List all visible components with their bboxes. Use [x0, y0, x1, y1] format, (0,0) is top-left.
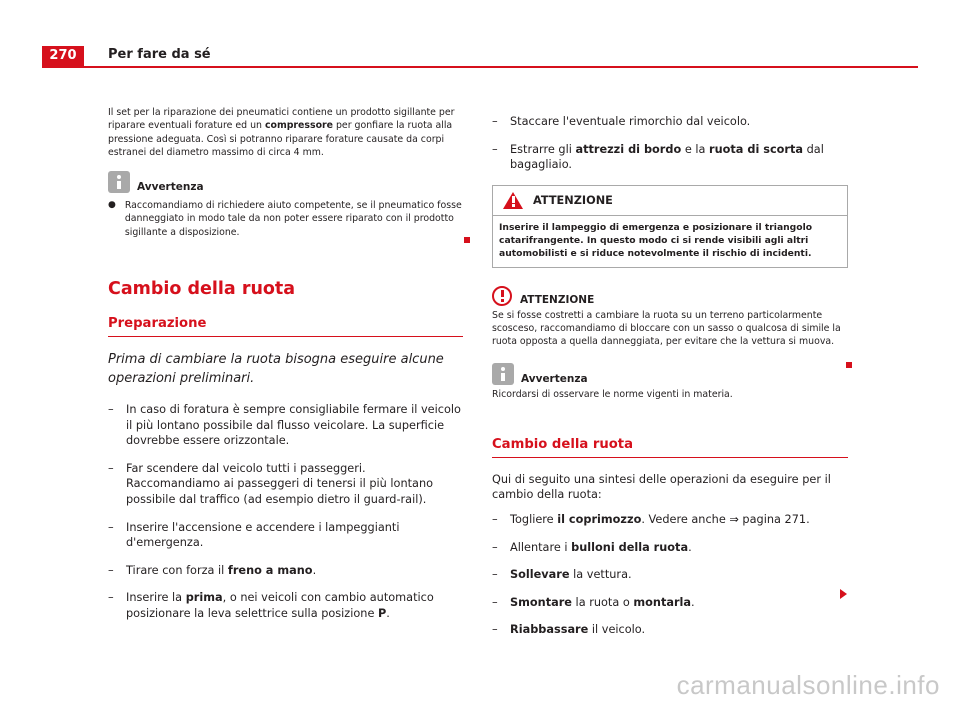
dash-bullet: –: [492, 595, 498, 609]
end-of-section-mark-right: [846, 362, 852, 368]
list-item-text: Estrarre gli attrezzi di bordo e la ruota di scorta dal bagagliaio.: [510, 142, 824, 172]
right-column: [492, 114, 848, 650]
summary-steps: [492, 512, 848, 638]
dash-bullet: –: [108, 563, 114, 577]
dash-bullet: –: [108, 403, 114, 417]
info-icon: [108, 171, 130, 193]
note-title-right: Avvertenza: [521, 372, 588, 385]
list-item: [492, 114, 848, 130]
page-number: 270: [42, 46, 84, 66]
list-item-text: Sollevare la vettura.: [510, 568, 632, 582]
intro-paragraph: Il set per la riparazione dei pneumatici contiene un prodotto sigillante per riparare eventuali forature ed un compressore per gonfiare la ruota alla pressione adeguata. Così si potranno riparare forature causate da corpi estranei del diametro massimo di circa 4 mm.: [108, 107, 455, 158]
list-item: [492, 567, 848, 583]
warning-box-header: [493, 186, 847, 216]
bullet-icon: ●: [108, 200, 116, 211]
list-item: [492, 142, 848, 173]
list-item: [492, 512, 848, 528]
warning-box: [492, 185, 848, 268]
list-item-text: Allentare i bulloni della ruota.: [510, 540, 692, 554]
note-header-right: [492, 363, 848, 385]
note-header: [108, 171, 463, 193]
list-item-text: Inserire la prima, o nei veicoli con cambio automatico posizionare la leva selettrice sulla posizione P.: [126, 591, 434, 621]
note-item: [108, 199, 463, 239]
list-item: [492, 622, 848, 638]
list-item-text: Smontare la ruota o montarla.: [510, 595, 695, 609]
end-of-section-mark: [464, 237, 470, 243]
dash-bullet: –: [108, 461, 114, 475]
list-item-text: In caso di foratura è sempre consigliabile fermare il veicolo il più lontano possibile dal flusso veicolare. La superficie dovrebbe essere orizzontale.: [126, 403, 461, 448]
dash-bullet: –: [108, 591, 114, 605]
note-text: Raccomandiamo di richiedere aiuto competente, se il pneumatico fosse danneggiato in modo tale da non poter essere riparato con il prodotto sigillante a disposizione.: [124, 200, 462, 238]
watermark: carmanualsonline.info: [676, 670, 940, 700]
summary-section-title: Cambio della ruota: [492, 437, 848, 458]
dash-bullet: –: [492, 623, 498, 637]
section-title: Cambio della ruota: [108, 279, 296, 300]
running-title: Per fare da sé: [108, 47, 211, 62]
list-item: [108, 563, 463, 579]
warning-text: Inserire il lampeggio di emergenza e posizionare il triangolo catarifrangente. In questo modo ci si rende visibili agli altri automobilisti e si riduce notevolmente il rischio di incidenti.: [499, 221, 813, 260]
list-item-text: Far scendere dal veicolo tutti i passeggeri. Raccomandiamo ai passeggeri di tenersi il più lontano possibile dal traffico (ad esempio dietro il guard-rail).: [126, 461, 434, 507]
subsection-title: Preparazione: [108, 316, 463, 337]
preparation-steps: [108, 402, 463, 622]
info-icon: [492, 363, 514, 385]
dash-bullet: –: [492, 513, 498, 527]
dash-bullet: –: [492, 115, 498, 128]
preparation-steps-continued: [492, 114, 848, 173]
list-item-text: Inserire l'accensione e accendere i lampeggianti d'emergenza.: [126, 520, 400, 550]
dash-bullet: –: [492, 142, 498, 156]
dash-bullet: –: [492, 568, 498, 582]
note-title: Avvertenza: [137, 181, 204, 194]
next-page-arrow-icon: [840, 589, 847, 599]
list-item: [108, 590, 463, 621]
note-text-right: Ricordarsi di osservare le norme vigenti in materia.: [492, 388, 733, 400]
caution-text: Se si fosse costretti a cambiare la ruota su un terreno particolarmente scosceso, raccomandiamo di bloccare con un sasso o qualcosa di simile la ruota opposta a quella danneggiata, per evitare che la vettura si muova.: [492, 309, 841, 348]
caution-icon: [492, 286, 512, 306]
list-item: [108, 520, 463, 551]
caution-title: ATTENZIONE: [520, 293, 595, 306]
list-item-text: Tirare con forza il freno a mano.: [126, 563, 317, 577]
left-column: [108, 106, 463, 634]
warning-title: ATTENZIONE: [533, 193, 613, 207]
dash-bullet: –: [492, 540, 498, 554]
warning-triangle-icon: [503, 192, 523, 209]
list-item-text: Riabbassare il veicolo.: [510, 623, 646, 637]
list-item-text: Staccare l'eventuale rimorchio dal veicolo.: [510, 115, 751, 128]
list-item: [492, 595, 848, 611]
section-intro: Prima di cambiare la ruota bisogna eseguire alcune operazioni preliminari.: [108, 352, 444, 387]
summary-intro: Qui di seguito una sintesi delle operazioni da eseguire per il cambio della ruota:: [492, 472, 831, 502]
dash-bullet: –: [108, 520, 114, 534]
caution-header: [492, 286, 848, 306]
list-item: [492, 540, 848, 556]
list-item: [108, 402, 463, 449]
list-item: [108, 461, 463, 508]
list-item-text: Togliere il coprimozzo. Vedere anche ⇒ pagina 271.: [510, 513, 810, 527]
header-rule: [42, 66, 918, 68]
